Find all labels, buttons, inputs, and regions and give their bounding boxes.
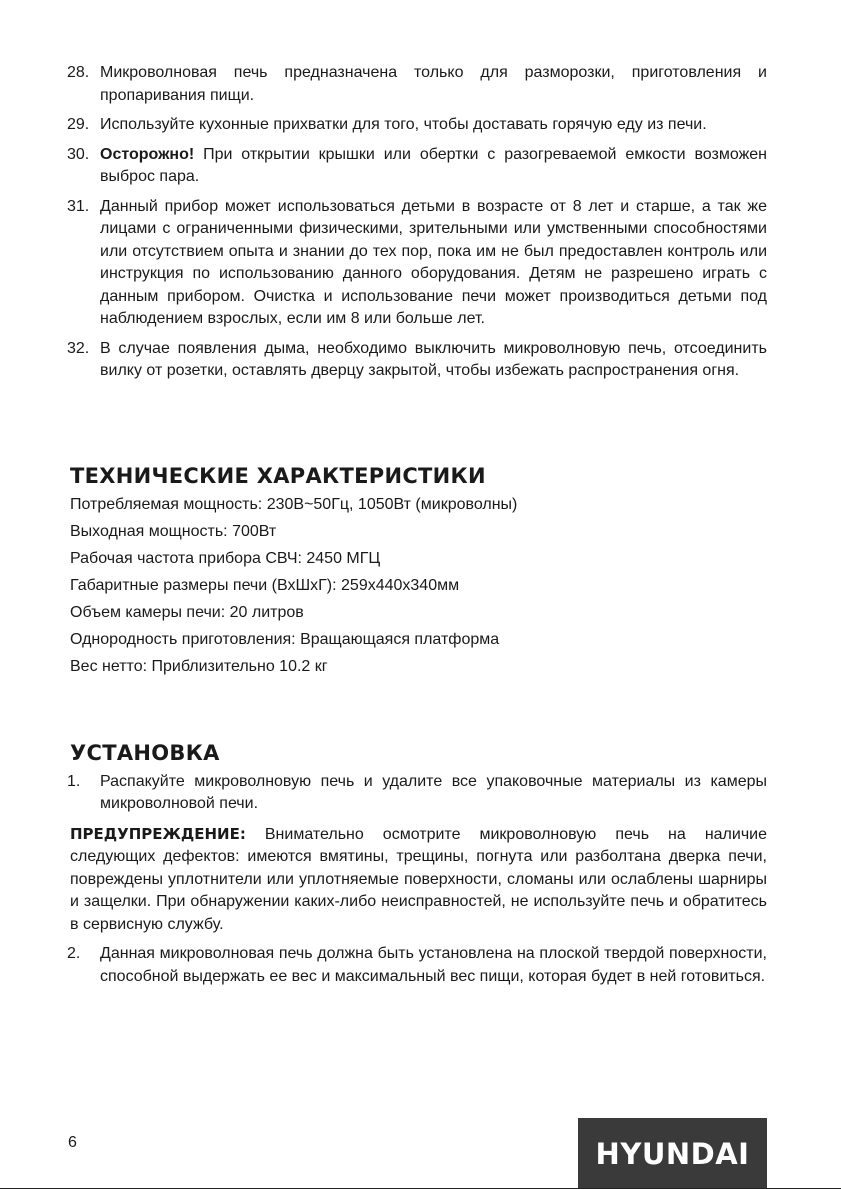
item-text: Данный прибор может использоваться детьми в возрасте от 8 лет и старше, а так же лицами с ограниченными физическими, зрительными или умственными способностями или отсутствием опыта и знании до тех пор, пока им не был предоставлен контроль или инструкция по использованию данного оборудования. Детям не разрешено играть с данным прибором. Очистка и использование печи может производиться детьми под наблюдением взрослых, если им 8 или больше лет.	[100, 197, 767, 327]
spec-line: Габаритные размеры печи (ВхШхГ): 259х440х340мм	[70, 576, 460, 594]
list-item	[67, 338, 767, 383]
item-text: Используйте кухонные прихватки для того, чтобы доставать горячую еду из печи.	[100, 116, 707, 133]
warning-label: ПРЕДУПРЕЖДЕНИЕ:	[70, 824, 246, 843]
spec-line: Выходная мощность: 700Вт	[70, 522, 277, 540]
item-text: Микроволновая печь предназначена только для разморозки, приготовления и пропаривания пищи.	[100, 64, 767, 104]
list-item	[67, 196, 767, 331]
item-number: 32.	[67, 339, 90, 357]
item-text: В случае появления дыма, необходимо выключить микроволновую печь, отсоединить вилку от розетки, оставлять дверцу закрытой, чтобы избежать распространения огня.	[100, 339, 767, 379]
item-number: 31.	[67, 197, 90, 215]
spec-line: Объем камеры печи: 20 литров	[70, 603, 304, 621]
list-item	[67, 144, 767, 189]
item-number: 29.	[67, 116, 90, 133]
spec-line: Рабочая частота прибора СВЧ: 2450 МГЦ	[70, 549, 381, 567]
list-item	[67, 943, 767, 988]
caution-label: Осторожно!	[100, 145, 195, 163]
item-number: 2.	[67, 945, 81, 962]
item-text: Данная микроволновая печь должна быть установлена на плоской твердой поверхности, способной выдержать ее вес и максимальный вес пищи, которая будет в ней готовиться.	[100, 945, 767, 985]
brand-logo: HYUNDAI	[578, 1118, 767, 1189]
list-item	[67, 62, 767, 107]
specs-heading: ТЕХНИЧЕСКИЕ ХАРАКТЕРИСТИКИ	[70, 463, 486, 488]
install-heading: УСТАНОВКА	[70, 740, 220, 765]
item-number: 28.	[67, 64, 90, 81]
spec-line: Однородность приготовления: Вращающаяся платформа	[70, 630, 500, 648]
item-text: Распакуйте микроволновую печь и удалите все упаковочные материалы из камеры микроволновой печи.	[100, 772, 767, 812]
page-number: 6	[68, 1134, 77, 1151]
item-number: 1.	[67, 772, 81, 790]
list-item	[67, 771, 767, 816]
item-text: При открытии крышки или обертки с разогреваемой емкости возможен выброс пара.	[100, 145, 767, 185]
spec-line: Потребляемая мощность: 230В~50Гц, 1050Вт (микроволны)	[70, 495, 518, 513]
list-item	[67, 114, 767, 137]
warning-text: Внимательно осмотрите микроволновую печь на наличие следующих дефектов: имеются вмятины, трещины, погнута или разболтана дверка печи, повреждены уплотнители или уплотняемые поверхности, сломаны или ослаблены шарниры и защелки. При обнаружении каких-либо неисправностей, не используйте печь и обратитесь в сервисную службу.	[70, 825, 767, 933]
page-content	[67, 62, 767, 995]
warning-paragraph	[70, 823, 767, 937]
item-number: 30.	[67, 145, 90, 163]
spec-line: Вес нетто: Приблизительно 10.2 кг	[70, 657, 328, 675]
